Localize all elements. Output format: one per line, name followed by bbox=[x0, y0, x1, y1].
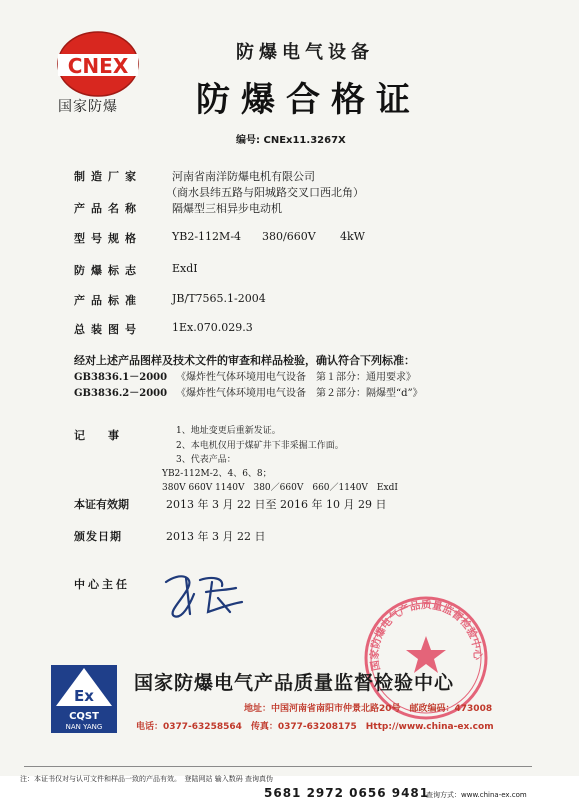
certificate-number-label: 编号: bbox=[236, 135, 260, 146]
validity-value: 2013 年 3 月 22 日至 2016 年 10 月 29 日 bbox=[166, 498, 387, 511]
ex-logo-letters: Ex bbox=[74, 687, 94, 705]
footnote: 注：本证书仅对与认可文件和样品一致的产品有效。 登陆网站 输入数码 查询真伪 bbox=[20, 775, 273, 783]
ex-cqst-logo bbox=[50, 664, 118, 734]
security-code: 5681 2972 0656 9481 bbox=[264, 786, 430, 800]
model-label: 型号规格 bbox=[74, 232, 142, 245]
certificate-number-value: CNEx11.3267X bbox=[263, 135, 346, 146]
manufacturer-label: 制造厂家 bbox=[74, 170, 142, 183]
query-method: 查询方式：www.china-ex.com bbox=[426, 791, 527, 799]
director-label: 中心主任 bbox=[74, 578, 130, 591]
product-name-value: 隔爆型三相异步电动机 bbox=[172, 202, 282, 215]
product-standard-value: JB/T7565.1-2004 bbox=[172, 292, 266, 305]
logo-caption: 国家防爆 bbox=[58, 99, 118, 115]
footer-divider bbox=[24, 766, 532, 767]
organization-contact: 电话：0377-63258564 传真：0377-63208175 Http://www.china-ex.com bbox=[136, 722, 494, 732]
director-signature bbox=[160, 568, 250, 620]
issue-date-label: 颁发日期 bbox=[74, 530, 122, 543]
ex-logo-nanyang: NAN YANG bbox=[65, 723, 103, 731]
ex-mark-label: 防爆标志 bbox=[74, 264, 142, 277]
note-item-2: 2、本电机仅用于煤矿井下非采掘工作面。 bbox=[176, 441, 344, 451]
notes-label: 记 事 bbox=[74, 429, 125, 442]
product-standard-label: 产品标准 bbox=[74, 294, 142, 307]
standard-name-1: 《爆炸性气体环境用电气设备 第１部分：通用要求》 bbox=[176, 372, 416, 383]
seal-text: 国家防爆电气产品质量监督检验中心 bbox=[368, 599, 484, 672]
ex-mark-value: ExdI bbox=[172, 262, 198, 275]
standard-code-1: GB3836.1－2000 bbox=[74, 372, 168, 383]
certificate-subtitle: 防爆电气设备 bbox=[236, 42, 374, 63]
model-voltage: 380/660V bbox=[262, 230, 316, 243]
organization-address: 地址：中国河南省南阳市仲景北路20号 邮政编码：473008 bbox=[244, 704, 493, 714]
product-name-label: 产品名称 bbox=[74, 202, 142, 215]
note-models: YB2-112M-2、4、6、8； bbox=[162, 469, 272, 479]
certificate-number bbox=[236, 131, 346, 146]
model-value: YB2-112M-4 bbox=[172, 230, 242, 243]
manufacturer-address: （商水县纬五路与阳城路交叉口西北角） bbox=[166, 186, 364, 199]
drawing-number-value: 1Ex.070.029.3 bbox=[172, 321, 253, 334]
cnex-logo-text: CNEX bbox=[67, 54, 129, 78]
organization-name: 国家防爆电气产品质量监督检验中心 bbox=[134, 672, 455, 694]
manufacturer-value: 河南省南洋防爆电机有限公司 bbox=[172, 170, 315, 183]
drawing-number-label: 总装图号 bbox=[74, 323, 142, 336]
note-item-1: 1、地址变更后重新发证。 bbox=[176, 426, 281, 436]
standard-name-2: 《爆炸性气体环境用电气设备 第２部分：隔爆型“d”》 bbox=[176, 388, 423, 399]
conformity-statement: 经对上述产品图样及技术文件的审查和样品检验，确认符合下列标准： bbox=[74, 354, 415, 367]
model-power: 4kW bbox=[340, 230, 365, 243]
standard-code-2: GB3836.2－2000 bbox=[74, 388, 168, 399]
note-ratings: 380V 660V 1140V 380／660V 660／1140V ExdI bbox=[162, 483, 398, 493]
ex-logo-cqst: CQST bbox=[69, 711, 99, 722]
note-item-3: 3、代表产品： bbox=[176, 455, 236, 465]
validity-label: 本证有效期 bbox=[74, 498, 129, 511]
certificate-title: 防爆合格证 bbox=[196, 80, 421, 120]
issue-date-value: 2013 年 3 月 22 日 bbox=[166, 530, 266, 543]
